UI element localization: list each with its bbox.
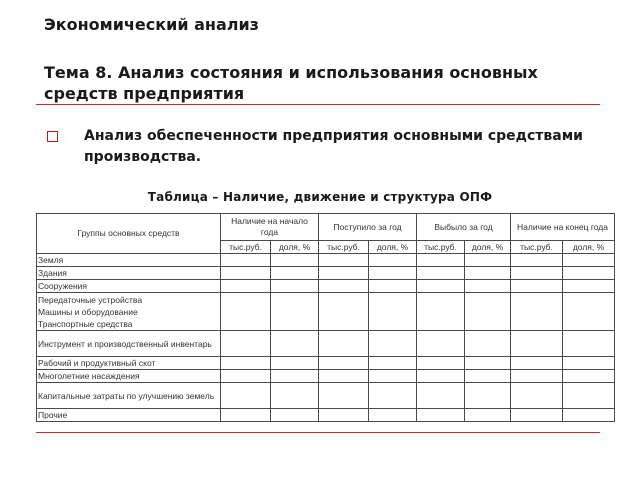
value-cell[interactable] (417, 280, 465, 293)
value-cell[interactable] (465, 409, 511, 422)
asset-group-cell (37, 409, 221, 422)
group-header: Группы основных средств (37, 214, 221, 254)
value-cell[interactable] (221, 293, 271, 331)
opf-table (36, 213, 615, 422)
unit-header-thousand-rub: тыс.руб. (511, 241, 563, 254)
value-cell[interactable] (221, 409, 271, 422)
value-cell[interactable] (465, 254, 511, 267)
value-cell[interactable] (563, 383, 615, 409)
asset-group-label: Земля (38, 255, 64, 265)
value-cell[interactable] (511, 267, 563, 280)
value-cell[interactable] (417, 267, 465, 280)
value-cell[interactable] (511, 331, 563, 357)
value-cell[interactable] (369, 254, 417, 267)
value-cell[interactable] (369, 293, 417, 331)
value-cell[interactable] (319, 267, 369, 280)
bullet-item (44, 126, 604, 168)
value-cell[interactable] (271, 331, 319, 357)
asset-group-label: Прочие (38, 410, 68, 420)
value-cell[interactable] (563, 409, 615, 422)
value-cell[interactable] (369, 331, 417, 357)
asset-group-cell (37, 267, 221, 280)
table-row (37, 331, 615, 357)
table-row (37, 280, 615, 293)
unit-header-share-percent: доля, % (465, 241, 511, 254)
asset-group-cell (37, 331, 221, 357)
table-row (37, 254, 615, 267)
unit-header-thousand-rub: тыс.руб. (221, 241, 271, 254)
square-bullet-icon (47, 131, 58, 142)
value-cell[interactable] (221, 383, 271, 409)
value-cell[interactable] (417, 383, 465, 409)
asset-group-cell (37, 383, 221, 409)
value-cell[interactable] (465, 383, 511, 409)
value-cell[interactable] (319, 293, 369, 331)
table-row (37, 293, 615, 331)
value-cell[interactable] (465, 370, 511, 383)
table-row (37, 409, 615, 422)
slide-title (44, 14, 604, 104)
unit-header-thousand-rub: тыс.руб. (417, 241, 465, 254)
value-cell[interactable] (369, 370, 417, 383)
value-cell[interactable] (221, 370, 271, 383)
asset-group-cell (37, 280, 221, 293)
table-row (37, 267, 615, 280)
asset-group-label: Рабочий и продуктивный скот (38, 358, 156, 368)
value-cell[interactable] (511, 254, 563, 267)
period-header: Наличие на конец года (511, 214, 615, 241)
value-cell[interactable] (417, 357, 465, 370)
asset-group-cell (37, 293, 221, 331)
asset-group-label: Передаточные устройства (38, 294, 143, 305)
value-cell[interactable] (221, 267, 271, 280)
value-cell[interactable] (319, 383, 369, 409)
value-cell[interactable] (369, 357, 417, 370)
value-cell[interactable] (511, 280, 563, 293)
period-header: Выбыло за год (417, 214, 511, 241)
value-cell[interactable] (271, 357, 319, 370)
value-cell[interactable] (417, 293, 465, 331)
value-cell[interactable] (271, 383, 319, 409)
unit-header-share-percent: доля, % (271, 241, 319, 254)
value-cell[interactable] (511, 409, 563, 422)
table-row (37, 383, 615, 409)
value-cell[interactable] (511, 293, 563, 331)
title-line-1: Экономический анализ (44, 15, 259, 34)
asset-group-label: Инструмент и производственный инвентарь (38, 338, 212, 349)
asset-group-label: Транспортные средства (38, 318, 133, 329)
value-cell[interactable] (319, 331, 369, 357)
value-cell[interactable] (563, 293, 615, 331)
table-caption: Таблица – Наличие, движение и структура ОПФ (147, 190, 493, 204)
value-cell[interactable] (511, 383, 563, 409)
value-cell[interactable] (563, 357, 615, 370)
asset-group-cell (37, 370, 221, 383)
unit-header-thousand-rub: тыс.руб. (319, 241, 369, 254)
value-cell[interactable] (319, 357, 369, 370)
value-cell[interactable] (465, 267, 511, 280)
value-cell[interactable] (465, 331, 511, 357)
value-cell[interactable] (563, 370, 615, 383)
value-cell[interactable] (417, 370, 465, 383)
value-cell[interactable] (319, 280, 369, 293)
title-line-2: Тема 8. Анализ состояния и использования основных средств предприятия (44, 63, 538, 103)
value-cell[interactable] (271, 254, 319, 267)
value-cell[interactable] (511, 357, 563, 370)
value-cell[interactable] (271, 267, 319, 280)
table-row (37, 370, 615, 383)
value-cell[interactable] (271, 293, 319, 331)
asset-group-label: Капитальные затраты по улучшению земель (38, 390, 215, 401)
value-cell[interactable] (369, 383, 417, 409)
value-cell[interactable] (319, 254, 369, 267)
value-cell[interactable] (221, 280, 271, 293)
period-header: Наличие на начало года (221, 214, 319, 241)
value-cell[interactable] (417, 254, 465, 267)
value-cell[interactable] (511, 370, 563, 383)
value-cell[interactable] (563, 331, 615, 357)
value-cell[interactable] (465, 357, 511, 370)
asset-group-label: Сооружения (38, 281, 88, 291)
value-cell[interactable] (221, 254, 271, 267)
table-row (37, 357, 615, 370)
bullet-text: Анализ обеспеченности предприятия основными средствами производства. (84, 128, 583, 165)
title-divider (36, 104, 600, 105)
asset-group-label: Многолетние насаждения (38, 371, 140, 381)
asset-group-label: Машины и оборудование (38, 306, 138, 317)
value-cell[interactable] (271, 370, 319, 383)
asset-group-cell (37, 357, 221, 370)
value-cell[interactable] (369, 267, 417, 280)
value-cell[interactable] (319, 370, 369, 383)
asset-group-cell (37, 254, 221, 267)
value-cell[interactable] (563, 267, 615, 280)
unit-header-share-percent: доля, % (369, 241, 417, 254)
period-header: Поступило за год (319, 214, 417, 241)
value-cell[interactable] (465, 293, 511, 331)
value-cell[interactable] (465, 280, 511, 293)
value-cell[interactable] (563, 280, 615, 293)
value-cell[interactable] (417, 331, 465, 357)
value-cell[interactable] (369, 409, 417, 422)
bottom-divider (36, 432, 600, 433)
asset-group-label: Здания (38, 268, 67, 278)
value-cell[interactable] (319, 409, 369, 422)
value-cell[interactable] (271, 280, 319, 293)
value-cell[interactable] (221, 331, 271, 357)
value-cell[interactable] (221, 357, 271, 370)
unit-header-share-percent: доля, % (563, 241, 615, 254)
value-cell[interactable] (563, 254, 615, 267)
value-cell[interactable] (417, 409, 465, 422)
value-cell[interactable] (271, 409, 319, 422)
value-cell[interactable] (369, 280, 417, 293)
